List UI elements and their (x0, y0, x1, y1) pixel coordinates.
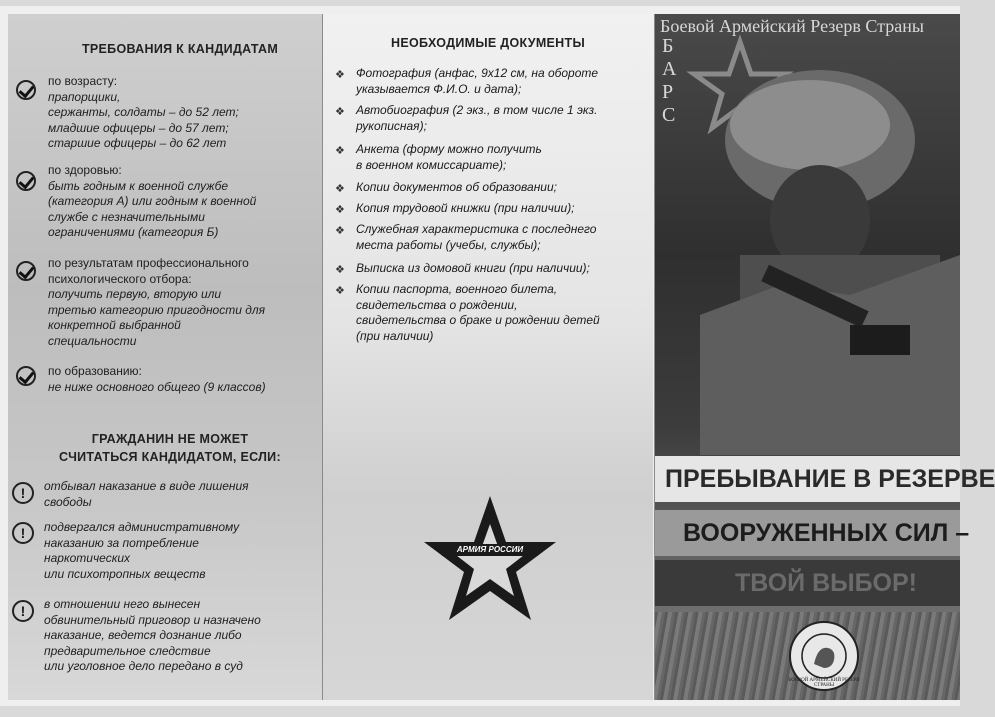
logo-text: АРМИЯ РОССИИ (456, 545, 524, 554)
document-item: Копии паспорта, военного билета, свидетельства о рождении, свидетельства о браке и рождении детей (при наличии) (356, 282, 600, 343)
exclusion-item: подвергался административному наказанию за потребление наркотических или психотропных веществ (44, 520, 240, 581)
requirement-psychology: по результатам профессионального психологического отбора: получить первую, вторую или третью категорию пригодности для конкретной выбранной специальности (48, 256, 266, 348)
army-russia-logo (420, 490, 560, 630)
diamond-bullet-icon: ❖ (335, 204, 345, 216)
requirement-education: по образованию: не ниже основного общего (9 классов) (48, 364, 266, 394)
diamond-bullet-icon: ❖ (335, 69, 345, 81)
document-item: Автобиография (2 экз., в том числе 1 экз. рукописная); (356, 103, 598, 133)
diamond-bullet-icon: ❖ (335, 106, 345, 118)
acronym-letter: А (662, 58, 677, 80)
document-item: Фотография (анфас, 9х12 см, на обороте указывается Ф.И.О. и дата); (356, 66, 599, 96)
checkmark-icon (16, 366, 36, 386)
exclamation-icon: ! (12, 522, 34, 544)
diamond-bullet-icon: ❖ (335, 285, 345, 297)
brand-title: Боевой Армейский Резерв Страны (660, 16, 924, 36)
exclamation-icon: ! (12, 600, 34, 622)
checkmark-icon (16, 261, 36, 281)
document-item: Копия трудовой книжки (при наличии); (356, 201, 575, 215)
banner-line-2: ВООРУЖЕННЫХ СИЛ – (655, 510, 960, 556)
documents-heading: НЕОБХОДИМЫЕ ДОКУМЕНТЫ (391, 36, 585, 50)
requirement-health: по здоровью: быть годным к военной службе (категория А) или годным к военной службе с незначительными ограничениями (категория Б) (48, 163, 257, 239)
requirements-heading: ТРЕБОВАНИЯ К КАНДИДАТАМ (81, 42, 279, 56)
checkmark-icon (16, 80, 36, 100)
star-icon (420, 490, 560, 630)
acronym-letter: С (662, 104, 676, 126)
exclusions-heading: ГРАЖДАНИН НЕ МОЖЕТ СЧИТАТЬСЯ КАНДИДАТОМ, ЕСЛИ: (59, 432, 281, 464)
document-item: Выписка из домовой книги (при наличии); (356, 261, 590, 275)
soldier-photo (700, 55, 960, 455)
requirement-age: по возрасту: прапорщики, сержанты, солдаты – до 52 лет; младшие офицеры – до 57 лет; старшие офицеры – до 62 лет (48, 74, 239, 150)
diamond-bullet-icon: ❖ (335, 183, 345, 195)
exclusion-item: отбывал наказание в виде лишения свободы (44, 479, 249, 509)
exclusion-item: в отношении него вынесен обвинительный приговор и назначено наказание, ведется дознание либо предварительное следствие или уголовное дело передано в суд (44, 597, 261, 673)
acronym-letter: Б (662, 35, 674, 57)
emblem-text: БОЕВОЙ АРМЕЙСКИЙ РЕЗЕРВ СТРАНЫ (788, 678, 860, 688)
document-item: Копии документов об образовании; (356, 180, 557, 194)
diamond-bullet-icon: ❖ (335, 225, 345, 237)
acronym-letter: Р (662, 81, 674, 103)
diamond-bullet-icon: ❖ (335, 264, 345, 276)
banner-line-1: ПРЕБЫВАНИЕ В РЕЗЕРВЕ (655, 456, 960, 502)
document-item: Анкета (форму можно получить в военном комиссариате); (356, 142, 542, 172)
exclamation-icon: ! (12, 482, 34, 504)
banner-line-3: ТВОЙ ВЫБОР! (655, 560, 960, 606)
checkmark-icon (16, 171, 36, 191)
reserve-emblem-logo (788, 620, 860, 692)
diamond-bullet-icon: ❖ (335, 145, 345, 157)
document-item: Служебная характеристика с последнего места работы (учебы, службы); (356, 222, 597, 252)
fold-line (322, 14, 323, 700)
